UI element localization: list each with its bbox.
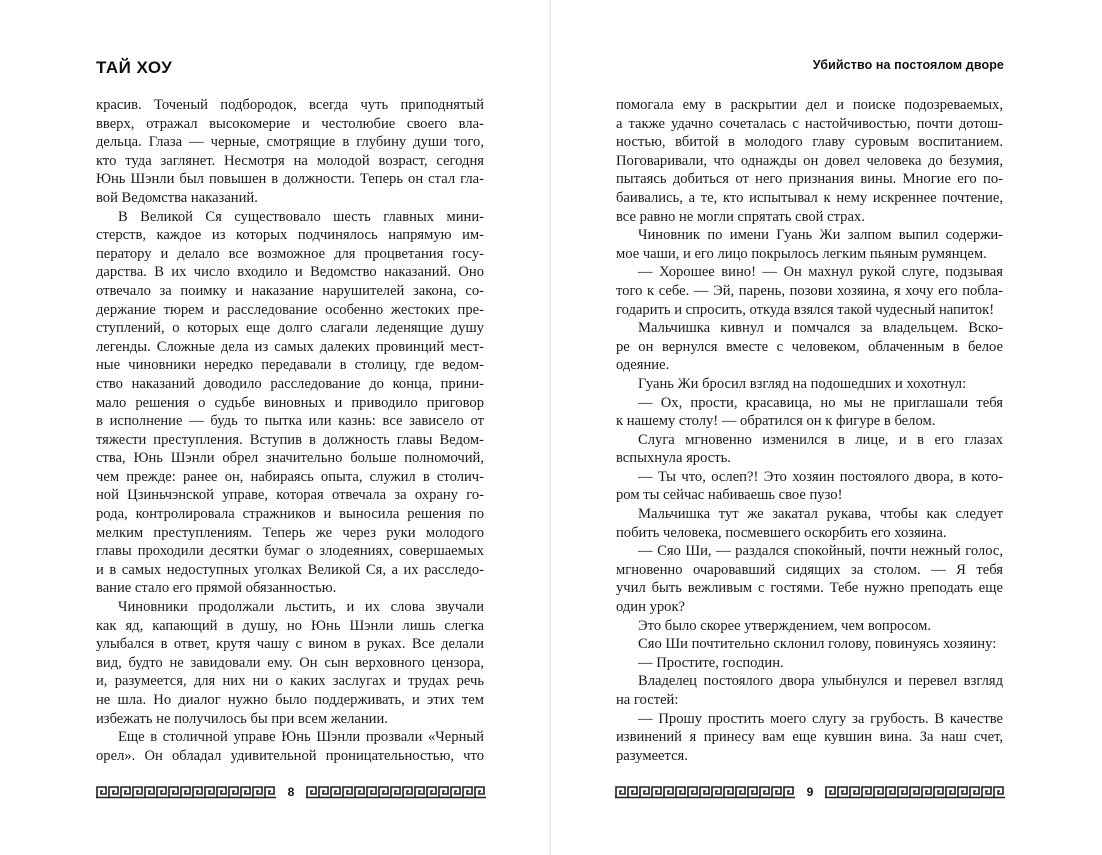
text-line: извинений я принесу вам еще кувшин вина. За наш счет,: [616, 729, 1003, 746]
text-line: Чиновник по имени Гуань Жи залпом выпил содержи-: [638, 227, 1003, 244]
text-line: Поговаривали, что однажды он довел человека до безумия,: [616, 152, 1003, 169]
text-line: мало решения о судьбе виновных и приводило приговор: [96, 394, 484, 411]
text-line: Гуань Жи бросил взгляд на подошедших и хохотнул:: [638, 375, 967, 392]
text-line: Это было скорее утверждением, чем вопросом.: [638, 617, 932, 634]
text-line: ступлений, о которых еще долго слагали леденящие душу: [96, 320, 484, 337]
text-line: и, разумеется, для них ни о каких заслугах и трудах речь: [96, 673, 484, 690]
text-line: рода, контролировала стражников и выносила решения по: [96, 506, 484, 523]
text-line: баивались, а те, кто испытывал к нему искреннее почтение,: [616, 189, 1003, 206]
text-line: побить человека, посмевшего оскорбить его хозяина.: [616, 524, 947, 541]
text-line: избежать не получилось бы при всем желании.: [96, 710, 388, 727]
page-number: 9: [806, 785, 814, 799]
text-line: чем прежде: ранее он, набираясь опыта, служил в столич-: [96, 468, 484, 485]
text-line: Еще в столичной управе Юнь Шэнли прозвали «Черный: [118, 729, 484, 746]
right-page-body-text: [616, 96, 1003, 765]
text-line: тяжести преступления. Вступив в должность главы Ведом-: [96, 431, 484, 448]
text-line: Владелец постоялого двора улыбнулся и перевел взгляд: [638, 673, 1003, 690]
text-line: ре он вернулся вместе с человеком, облаченным в белое: [616, 338, 1003, 355]
text-line: мелким преступлениям. Теперь же через руки молодого: [96, 524, 484, 541]
text-line: на гостей:: [616, 692, 679, 708]
text-line: годарить и спросить, откуда взялся такой чудесный напиток!: [616, 301, 995, 318]
text-line: как яд, капающий в душу, но Юнь Шэнли лишь слегка: [96, 617, 484, 634]
left-page-footer: [96, 779, 486, 805]
text-line: вспыхнула ярость.: [616, 450, 731, 467]
text-line: стерств, каждое из которых подчинялось напрямую им-: [96, 227, 484, 244]
text-line: пытаясь добиться от него признания вины. Многие его по-: [616, 171, 1003, 188]
text-line: отвечало за поимку и наказание нарушителей закона, со-: [96, 282, 484, 299]
text-line: В Великой Ся существовало шесть главных мини-: [118, 208, 484, 225]
text-line: ностью, вбитой в молодого главу суровым воспитанием.: [616, 134, 1003, 151]
greek-key-ornament-right: [825, 785, 1005, 799]
text-line: ства, Юнь Шэнли обрел значительно больше полномочий,: [96, 450, 484, 467]
text-line: вид, будто не завидовали ему. Он сын верховного цензора,: [96, 654, 484, 671]
text-line: вание стало его прямой обязанностью.: [96, 580, 337, 597]
greek-key-ornament-left: [615, 785, 795, 799]
text-line: держание тюрем и расследование особенно жестоких пре-: [96, 301, 484, 318]
text-line: ром ты сейчас набиваешь свое пузо!: [616, 487, 843, 504]
text-line: разумеется.: [616, 747, 688, 764]
text-line: орел». Он обладал удивительной проницательностью, что: [96, 747, 484, 764]
left-page-body-text: [96, 96, 484, 765]
text-line: — Ты что, ослеп?! Это хозяин постоялого двора, в кото-: [638, 468, 1003, 485]
right-page-footer: [615, 779, 1005, 805]
running-head-author: ТАЙ ХОУ: [96, 58, 173, 77]
text-line: — Сяо Ши, — раздался спокойный, почти нежный голос,: [638, 543, 1003, 560]
greek-key-ornament-right: [306, 785, 486, 799]
text-line: кто туда заглянет. Несмотря на молодой возраст, сегодня: [96, 152, 484, 169]
text-line: Чиновники продолжали льстить, и их слова звучали: [118, 599, 484, 616]
text-line: Слуга мгновенно изменился в лице, и в его глазах: [638, 431, 1003, 448]
running-head-title: Убийство на постоялом дворе: [812, 58, 1004, 72]
text-line: — Ох, прости, красавица, но мы не приглашали тебя: [638, 394, 1003, 411]
text-line: ные чиновники нередко передавали в столицу, где ведом-: [96, 357, 484, 374]
text-line: к нашему столу! — обратился он к фигуре в белом.: [616, 413, 936, 430]
text-line: Юнь Шэнли был повышен в должности. Теперь он стал гла-: [96, 171, 484, 188]
text-line: одеяние.: [616, 357, 670, 374]
text-line: в исполнение — будь то пытка или казнь: все зависело от: [96, 413, 484, 430]
text-line: того к себе. — Эй, парень, позови хозяина, я хочу его побла-: [616, 282, 1003, 299]
text-line: помогала ему в раскрытии дел и поиске подозреваемых,: [616, 97, 1003, 113]
text-line: а также удачно сочеталась с настойчивостью, почти дотош-: [616, 115, 1003, 132]
text-line: — Прошу простить моего слугу за грубость. В качестве: [638, 710, 1003, 727]
text-line: дельца. Глаза — черные, смотрящие в глубину души того,: [96, 134, 484, 151]
text-line: дарства. В их число входило и Ведомство наказаний. Оно: [96, 264, 484, 281]
text-line: ператору и делало все возможное для процветания госу-: [96, 245, 484, 262]
text-line: и в самых недоступных уголках Великой Ся, а их расследо-: [96, 561, 484, 578]
page-number: 8: [287, 785, 295, 799]
text-line: Мальчишка кивнул и помчался за владельцем. Вско-: [638, 320, 1003, 337]
text-line: ной Цзиньчэнской управе, которая отвечала за охрану го-: [96, 487, 484, 504]
text-line: Мальчишка тут же закатал рукава, чтобы как следует: [638, 506, 1003, 523]
text-line: — Простите, господин.: [638, 654, 784, 671]
greek-key-ornament-left: [96, 785, 276, 799]
text-line: все равно не могли спрятать свой страх.: [616, 208, 865, 225]
text-line: учил быть вежливым с гостями. Тебе нужно преподать еще: [616, 580, 1003, 597]
text-line: ство наказаний доводило расследование до конца, прини-: [96, 375, 484, 392]
text-line: легенды. Сложные дела из самых далеких провинций мест-: [96, 338, 484, 355]
text-line: вверх, отражал высокомерие и честолюбие своего вла-: [96, 115, 484, 132]
text-line: мгновенно очаровавший сидящих за столом. — Я тебя: [616, 561, 1003, 578]
text-line: не шла. Но диалог нужно было поддерживать, и этих тем: [96, 692, 484, 708]
text-line: — Хорошее вино! — Он махнул рукой слуге, подзывая: [638, 264, 1003, 281]
text-line: мое чаши, и его лицо покрылось легким пьяным румянцем.: [616, 245, 987, 262]
right-page: [551, 0, 1102, 855]
text-line: один урок?: [616, 599, 686, 616]
text-line: красив. Точеный подбородок, всегда чуть приподнятый: [96, 97, 484, 113]
text-line: главы проходили десятки бумаг о злодеяниях, совершаемых: [96, 543, 484, 560]
text-line: Сяо Ши почтительно склонил голову, повинуясь хозяину:: [638, 636, 997, 653]
text-line: улыбался в ответ, крутя чашу с вином в руках. Все делали: [96, 636, 484, 653]
text-line: вой Ведомства наказаний.: [96, 189, 258, 206]
